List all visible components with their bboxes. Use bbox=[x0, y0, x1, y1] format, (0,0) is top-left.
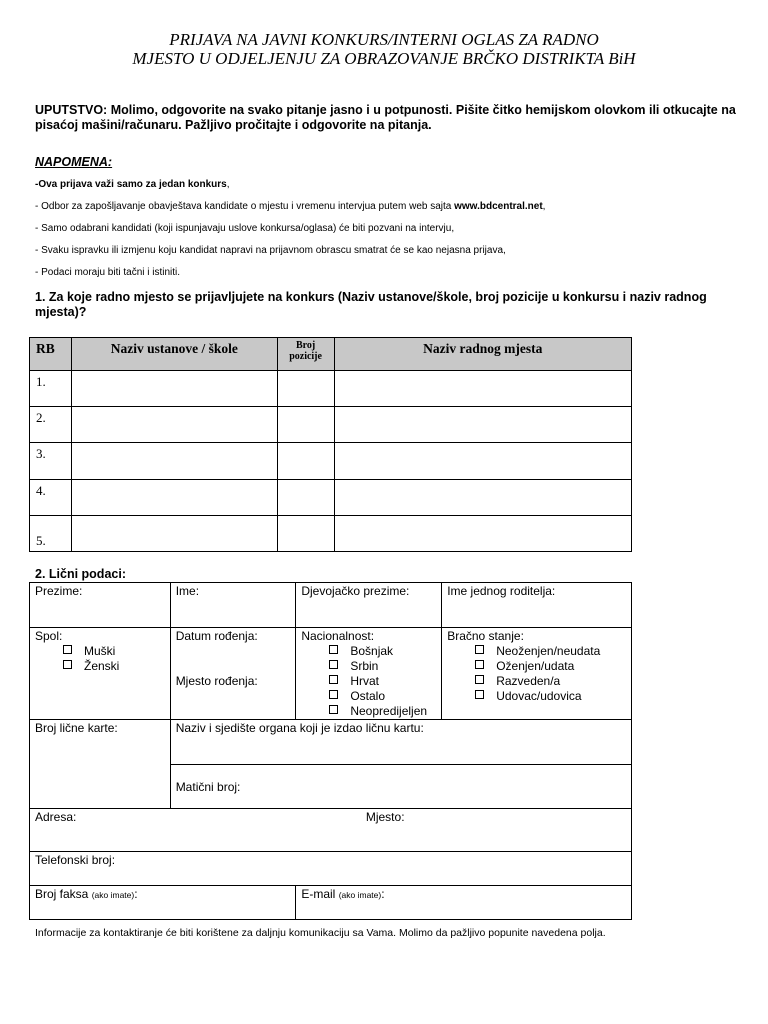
header-position-l2: pozicije bbox=[289, 351, 322, 362]
nationality-option[interactable] bbox=[301, 644, 437, 659]
table-row bbox=[30, 516, 632, 552]
note-item: - Svaku ispravku ili izmjenu koju kandidat napravi na prijavnom obrascu smatrat će se kao nejasna prijava, bbox=[35, 245, 506, 256]
napomena-heading: NAPOMENA: bbox=[35, 155, 113, 169]
position-number-input[interactable] bbox=[277, 407, 334, 443]
email-note: (ako imate) bbox=[338, 890, 382, 900]
nationality-label: Nacionalnost: bbox=[301, 629, 375, 643]
table-row bbox=[30, 886, 632, 920]
checkbox-icon[interactable] bbox=[475, 675, 484, 684]
personal-data-table bbox=[29, 582, 632, 920]
place-label: Mjesto: bbox=[365, 810, 405, 824]
issuing-authority-label: Naziv i sjedište organa koji je izdao ličnu kartu: bbox=[175, 721, 424, 735]
parent-name-field[interactable] bbox=[442, 583, 632, 628]
checkbox-icon[interactable] bbox=[475, 660, 484, 669]
marital-option[interactable] bbox=[447, 689, 627, 704]
job-title-input[interactable] bbox=[334, 371, 631, 407]
table-row bbox=[30, 407, 632, 443]
table-row bbox=[30, 809, 632, 852]
table-row bbox=[30, 583, 632, 628]
phone-label: Telefonski broj: bbox=[35, 853, 116, 867]
note-1-tail: , bbox=[226, 179, 230, 190]
note-1-text: -Ova prijava važi samo za jedan konkurs bbox=[35, 179, 227, 190]
checkbox-icon[interactable] bbox=[475, 690, 484, 699]
name-field[interactable] bbox=[170, 583, 296, 628]
note-2-tail: , bbox=[542, 201, 546, 212]
checkbox-icon[interactable] bbox=[329, 690, 338, 699]
header-institution: Naziv ustanove / škole bbox=[71, 338, 277, 371]
gender-option-female[interactable] bbox=[35, 659, 166, 674]
option-label: Bošnjak bbox=[350, 644, 394, 658]
job-title-input[interactable] bbox=[334, 516, 631, 552]
address-field[interactable] bbox=[30, 809, 296, 852]
note-2-text: - Odbor za zapošljavanje obavještava kandidate o mjestu i vremenu intervjua putem web sajta bbox=[35, 201, 455, 212]
personal-number-label: Matični broj: bbox=[175, 779, 241, 794]
personal-number-field[interactable] bbox=[170, 765, 631, 809]
email-label: E-mail bbox=[301, 887, 336, 901]
name-label: Ime: bbox=[175, 584, 200, 598]
option-label: Udovac/udovica bbox=[496, 689, 582, 703]
maiden-name-field[interactable] bbox=[296, 583, 442, 628]
position-number-input[interactable] bbox=[277, 480, 334, 516]
gender-cell bbox=[30, 628, 171, 720]
surname-field[interactable] bbox=[30, 583, 171, 628]
id-card-label: Broj lične karte: bbox=[35, 721, 118, 735]
checkbox-icon[interactable] bbox=[329, 660, 338, 669]
gender-label: Spol: bbox=[35, 629, 63, 643]
nationality-cell bbox=[296, 628, 442, 720]
checkbox-icon[interactable] bbox=[329, 645, 338, 654]
marital-option[interactable] bbox=[447, 659, 627, 674]
note-item bbox=[35, 200, 740, 222]
row-number: 5. bbox=[30, 516, 72, 552]
marital-option[interactable] bbox=[447, 644, 627, 659]
option-label: Srbin bbox=[350, 659, 379, 673]
footer-note: Informacije za kontaktiranje će biti korištene za daljnju komunikaciju sa Vama. Molimo da pažljivo popunite navedena polja. bbox=[35, 927, 606, 939]
title-line-2: MJESTO U ODJELJENJU ZA OBRAZOVANJE BRČKO DISTRIKTA BiH bbox=[132, 49, 636, 68]
institution-input[interactable] bbox=[71, 371, 277, 407]
nationality-option[interactable] bbox=[301, 674, 437, 689]
issuing-authority-field[interactable] bbox=[170, 720, 631, 765]
header-rb: RB bbox=[30, 338, 72, 371]
instructions-text: UPUTSTVO: Molimo, odgovorite na svako pitanje jasno i u potpunosti. Pišite čitko hemijskom olovkom ili otkucajte na pisaćoj mašini/računaru. Pažljivo pročitajte i odgovorite na pitanja. bbox=[35, 103, 736, 132]
checkbox-icon[interactable] bbox=[329, 705, 338, 714]
job-title-input[interactable] bbox=[334, 443, 631, 480]
table-row bbox=[30, 852, 632, 886]
position-table bbox=[29, 337, 632, 552]
option-label: Hrvat bbox=[350, 674, 380, 688]
email-field[interactable] bbox=[296, 886, 632, 920]
birth-cell[interactable] bbox=[170, 628, 296, 720]
note-item bbox=[35, 178, 740, 200]
institution-input[interactable] bbox=[71, 443, 277, 480]
job-title-input[interactable] bbox=[334, 407, 631, 443]
form-title bbox=[0, 30, 768, 68]
fax-colon: : bbox=[134, 887, 138, 901]
table-row bbox=[30, 371, 632, 407]
row-number: 4. bbox=[30, 480, 72, 516]
header-position-l1: Broj bbox=[295, 340, 316, 351]
option-label: Neoženjen/neudata bbox=[496, 644, 601, 658]
row-number: 1. bbox=[30, 371, 72, 407]
surname-label: Prezime: bbox=[35, 584, 83, 598]
row-number: 2. bbox=[30, 407, 72, 443]
option-label: Ženski bbox=[84, 659, 120, 673]
fax-field[interactable] bbox=[30, 886, 296, 920]
marital-option[interactable] bbox=[447, 674, 627, 689]
fax-label: Broj faksa bbox=[35, 887, 89, 901]
id-card-field[interactable] bbox=[30, 720, 171, 809]
note-item: - Samo odabrani kandidati (koji ispunjavaju uslove konkursa/oglasa) će biti pozvani na intervju, bbox=[35, 223, 455, 234]
option-label: Razveden/a bbox=[496, 674, 561, 688]
position-number-input[interactable] bbox=[277, 443, 334, 480]
website-link: www.bdcentral.net bbox=[454, 201, 543, 212]
place-field[interactable] bbox=[296, 809, 632, 852]
maiden-name-label: Djevojačko prezime: bbox=[301, 584, 410, 598]
row-number: 3. bbox=[30, 443, 72, 480]
checkbox-icon[interactable] bbox=[475, 645, 484, 654]
institution-input[interactable] bbox=[71, 407, 277, 443]
address-label: Adresa: bbox=[35, 810, 77, 824]
nationality-option[interactable] bbox=[301, 689, 437, 704]
table-row bbox=[30, 480, 632, 516]
checkbox-icon[interactable] bbox=[329, 675, 338, 684]
option-label: Ostalo bbox=[350, 689, 386, 703]
header-position-number bbox=[277, 338, 334, 371]
title-line-1: PRIJAVA NA JAVNI KONKURS/INTERNI OGLAS ZA RADNO bbox=[169, 30, 599, 49]
table-row bbox=[30, 628, 632, 720]
checkbox-icon[interactable] bbox=[63, 660, 72, 669]
nationality-option[interactable] bbox=[301, 659, 437, 674]
checkbox-icon[interactable] bbox=[63, 645, 72, 654]
question-1: 1. Za koje radno mjesto se prijavljujete na konkurs (Naziv ustanove/škole, broj pozicije u konkursu i naziv radnog mjesta)? bbox=[35, 290, 707, 319]
option-label: Oženjen/udata bbox=[496, 659, 575, 673]
birth-date-label: Datum rođenja: bbox=[175, 629, 258, 643]
question-2: 2. Lični podaci: bbox=[35, 567, 126, 581]
option-label: Neopredijeljen bbox=[350, 704, 428, 718]
notes-list bbox=[35, 178, 740, 288]
fax-note: (ako imate) bbox=[91, 890, 135, 900]
note-item: - Podaci moraju biti tačni i istiniti. bbox=[35, 267, 181, 278]
phone-field[interactable] bbox=[30, 852, 632, 886]
option-label: Muški bbox=[84, 644, 116, 658]
job-title-input[interactable] bbox=[334, 480, 631, 516]
institution-input[interactable] bbox=[71, 480, 277, 516]
nationality-option[interactable] bbox=[301, 704, 437, 719]
birth-place-label: Mjesto rođenja: bbox=[175, 674, 258, 688]
position-number-input[interactable] bbox=[277, 516, 334, 552]
table-row bbox=[30, 720, 632, 765]
email-colon: : bbox=[381, 887, 385, 901]
position-table-header bbox=[30, 338, 632, 371]
marital-status-cell bbox=[442, 628, 632, 720]
header-job-title: Naziv radnog mjesta bbox=[334, 338, 631, 371]
table-row bbox=[30, 443, 632, 480]
marital-status-label: Bračno stanje: bbox=[447, 629, 524, 643]
parent-name-label: Ime jednog roditelja: bbox=[447, 584, 556, 598]
position-number-input[interactable] bbox=[277, 371, 334, 407]
gender-option-male[interactable] bbox=[35, 644, 166, 659]
institution-input[interactable] bbox=[71, 516, 277, 552]
